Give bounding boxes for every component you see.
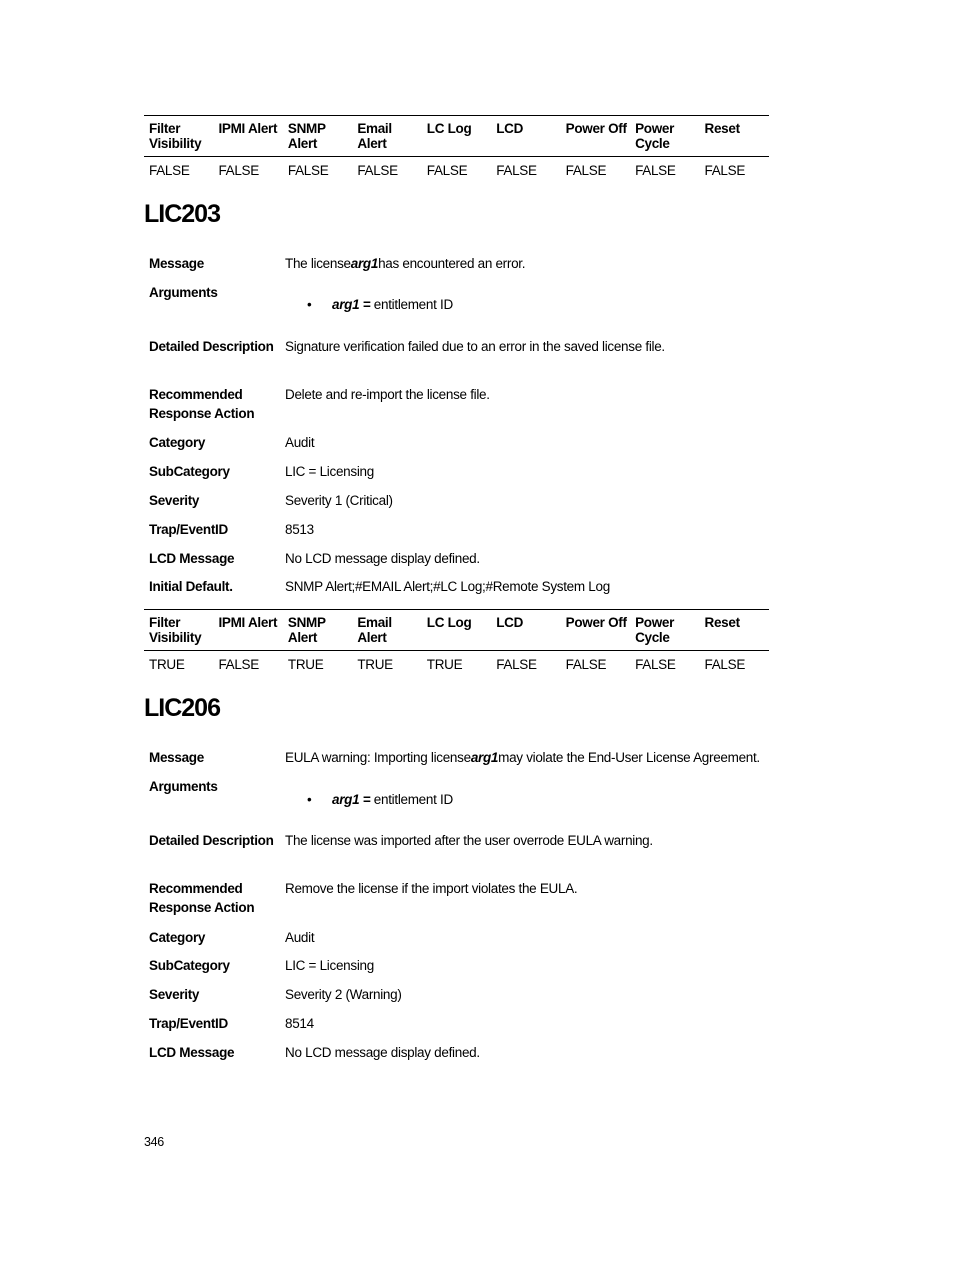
header-power-cycle: Power Cycle xyxy=(630,610,699,651)
lic206-arguments-label: Arguments xyxy=(149,779,218,794)
lic203-subcategory-label: SubCategory xyxy=(149,464,230,479)
header-filter-visibility: Filter Visibility xyxy=(144,610,213,651)
lic206-category-label: Category xyxy=(149,930,206,945)
lic203-severity-value: Severity 1 (Critical) xyxy=(285,493,393,508)
lic203-argument-item xyxy=(307,295,453,314)
header-filter-visibility: Filter Visibility xyxy=(144,116,213,157)
lic206-severity-label: Severity xyxy=(149,987,200,1002)
header-reset: Reset xyxy=(700,610,770,651)
message-text-start: The license xyxy=(285,256,351,271)
header-power-off: Power Off xyxy=(561,116,630,157)
lic203-detailed-description-value: Signature verification failed due to an error in the saved license file. xyxy=(285,339,665,354)
lic206-severity-value: Severity 2 (Warning) xyxy=(285,987,402,1002)
cell-lc-log: FALSE xyxy=(426,163,468,178)
lic203-severity-label: Severity xyxy=(149,493,200,508)
header-snmp-alert: SNMP Alert xyxy=(283,116,352,157)
cell-lcd: FALSE xyxy=(496,657,537,672)
header-lc-log: LC Log xyxy=(422,116,491,157)
alert-table-header-row xyxy=(144,610,769,651)
argument-description: entitlement ID xyxy=(370,297,453,312)
alert-table-header-row xyxy=(144,116,769,157)
cell-ipmi-alert: FALSE xyxy=(218,657,259,672)
lic203-initial-default-value: SNMP Alert;#EMAIL Alert;#LC Log;#Remote System Log xyxy=(285,579,610,594)
cell-snmp-alert: FALSE xyxy=(287,163,329,178)
cell-ipmi-alert: FALSE xyxy=(218,163,259,178)
section-title-lic203: LIC203 xyxy=(144,200,220,228)
bullet-icon: • xyxy=(307,792,312,807)
header-lc-log: LC Log xyxy=(422,610,491,651)
header-power-cycle: Power Cycle xyxy=(630,116,699,157)
lic206-trap-event-id-value: 8514 xyxy=(285,1016,314,1031)
lic206-lcd-message-label: LCD Message xyxy=(149,1045,235,1060)
lic203-lcd-message-label: LCD Message xyxy=(149,551,235,566)
lic203-lcd-message-value: No LCD message display defined. xyxy=(285,551,480,566)
cell-snmp-alert: TRUE xyxy=(287,657,324,672)
cell-reset: FALSE xyxy=(704,163,746,178)
lic203-initial-default-label: Initial Default. xyxy=(149,579,233,594)
message-text-end: may violate the End-User License Agreement. xyxy=(498,750,760,765)
header-lcd: LCD xyxy=(491,610,560,651)
lic203-detailed-description-label: Detailed Description xyxy=(149,339,274,354)
lic203-category-label: Category xyxy=(149,435,206,450)
header-ipmi-alert: IPMI Alert xyxy=(213,116,282,157)
lic206-message-label: Message xyxy=(149,750,204,765)
top-alert-table xyxy=(144,115,769,179)
argument-description: entitlement ID xyxy=(370,792,453,807)
lic203-recommended-action-label: Recommended Response Action xyxy=(149,387,255,421)
lic203-subcategory-value: LIC = Licensing xyxy=(285,464,374,479)
alert-table-row xyxy=(144,651,769,674)
message-argument: arg1 xyxy=(350,256,379,271)
cell-power-cycle: FALSE xyxy=(635,657,676,672)
header-email-alert: Email Alert xyxy=(352,116,421,157)
lic203-arguments-label: Arguments xyxy=(149,285,218,300)
cell-power-off: FALSE xyxy=(565,657,607,672)
lic206-detailed-description-label: Detailed Description xyxy=(149,833,274,848)
cell-lcd: FALSE xyxy=(496,163,537,178)
lic206-subcategory-label: SubCategory xyxy=(149,958,230,973)
cell-email-alert: FALSE xyxy=(357,163,398,178)
page-number: 346 xyxy=(144,1135,164,1149)
cell-reset: FALSE xyxy=(704,657,746,672)
lic206-category-value: Audit xyxy=(285,930,315,945)
lic203-recommended-action-value: Delete and re-import the license file. xyxy=(285,387,490,402)
section-title-lic206: LIC206 xyxy=(144,694,220,722)
lic203-category-value: Audit xyxy=(285,435,315,450)
lic206-trap-event-id-label: Trap/EventID xyxy=(149,1016,228,1031)
lic206-argument-item xyxy=(307,790,453,809)
message-text-start: EULA warning: Importing license xyxy=(285,750,471,765)
header-reset: Reset xyxy=(700,116,770,157)
lic203-trap-event-id-label: Trap/EventID xyxy=(149,522,228,537)
header-power-off: Power Off xyxy=(561,610,630,651)
cell-filter-visibility: FALSE xyxy=(149,163,190,178)
lic206-message-value xyxy=(285,748,775,767)
cell-power-cycle: FALSE xyxy=(635,163,676,178)
lic203-message-label: Message xyxy=(149,256,204,271)
lic206-lcd-message-value: No LCD message display defined. xyxy=(285,1045,480,1060)
argument-name: arg1 = xyxy=(332,792,371,807)
cell-email-alert: TRUE xyxy=(357,657,393,672)
cell-power-off: FALSE xyxy=(565,163,607,178)
header-ipmi-alert: IPMI Alert xyxy=(213,610,282,651)
lic206-detailed-description-value: The license was imported after the user overrode EULA warning. xyxy=(285,833,653,848)
header-lcd: LCD xyxy=(491,116,560,157)
lic206-recommended-action-value: Remove the license if the import violates the EULA. xyxy=(285,881,578,896)
cell-lc-log: TRUE xyxy=(426,657,463,672)
message-argument: arg1 xyxy=(470,750,499,765)
message-text-end: has encountered an error. xyxy=(378,256,526,271)
header-email-alert: Email Alert xyxy=(352,610,421,651)
header-snmp-alert: SNMP Alert xyxy=(283,610,352,651)
lic203-alert-table xyxy=(144,609,769,673)
lic206-recommended-action-label: Recommended Response Action xyxy=(149,881,255,915)
lic206-subcategory-value: LIC = Licensing xyxy=(285,958,374,973)
lic203-message-value xyxy=(285,254,775,273)
argument-name: arg1 = xyxy=(332,297,371,312)
lic203-trap-event-id-value: 8513 xyxy=(285,522,314,537)
alert-table-row xyxy=(144,157,769,180)
bullet-icon: • xyxy=(307,297,312,312)
cell-filter-visibility: TRUE xyxy=(149,657,185,672)
